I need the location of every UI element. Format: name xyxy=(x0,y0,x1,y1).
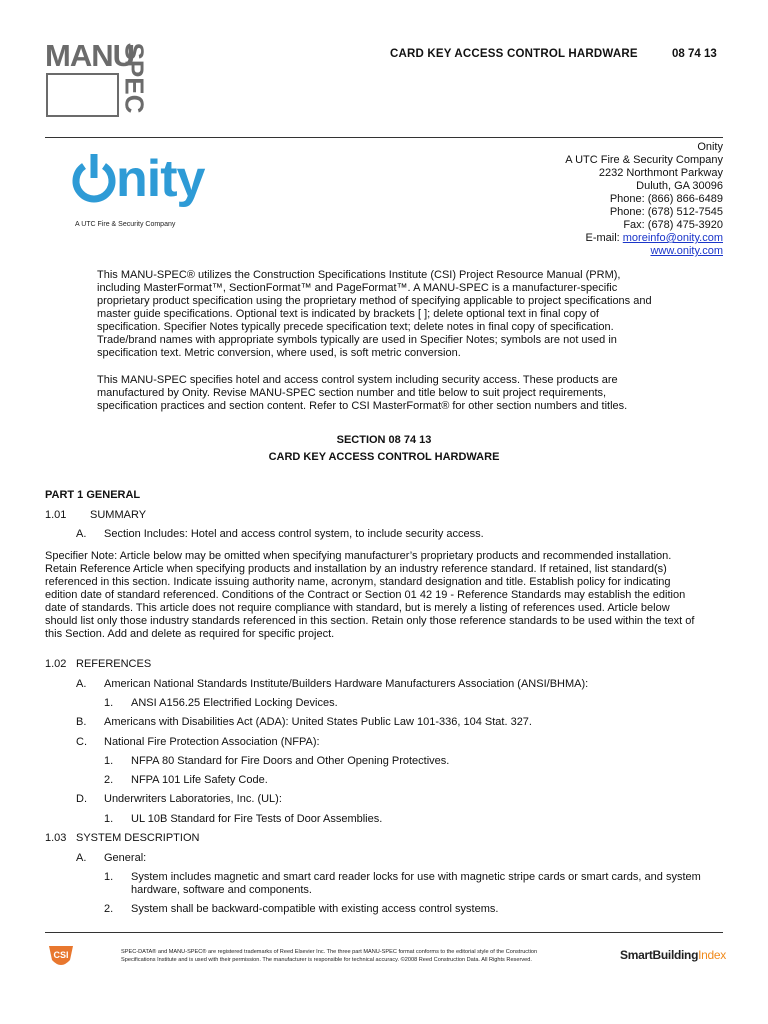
csi-logo-svg xyxy=(46,940,76,970)
paragraph-text: Underwriters Laboratories, Inc. (UL): xyxy=(104,793,282,805)
paragraph-letter: A. xyxy=(76,678,87,690)
intro-line: specification practices and section content. Refer to CSI MasterFormat® for other section numbers and titles. xyxy=(97,400,628,412)
logo-spec-text: SPEC xyxy=(119,42,150,114)
subparagraph-text: NFPA 101 Life Safety Code. xyxy=(131,774,268,786)
smartbuilding-text: SmartBuilding xyxy=(620,948,699,962)
intro-line: specification text. Metric conversion, where used, is soft metric conversion. xyxy=(97,347,461,359)
note-line: edition date of standard referenced. Conditions of the Contract or Section 01 42 19 - Reference Standards may establish the edition xyxy=(45,589,686,601)
intro-line: master guide specifications. Optional text is indicated by brackets [ ]; delete optional text in final copy of xyxy=(97,308,599,320)
intro-line: This MANU-SPEC® utilizes the Construction Specifications Institute (CSI) Project Resource Manual (PRM), xyxy=(97,269,621,281)
article-title: SYSTEM DESCRIPTION xyxy=(76,832,200,844)
section-number: SECTION 08 74 13 xyxy=(336,434,432,446)
article-number: 1.03 xyxy=(45,832,67,844)
svg-text:nity: nity xyxy=(116,150,205,208)
article-number: 1.01 xyxy=(45,509,67,521)
paragraph-letter: A. xyxy=(76,528,87,540)
contact-phone-2: Phone: (678) 512-7545 xyxy=(609,206,723,218)
subparagraph-number: 2. xyxy=(104,903,114,915)
intro-paragraph-2 xyxy=(97,374,675,413)
footer-line: SPEC-DATA® and MANU-SPEC® are registered trademarks of Reed Elsevier Inc. The three part MANU-SPEC format conforms to the editorial style of the Construction xyxy=(121,949,538,955)
note-line: date of standards. This article does not require compliance with standard, but is merely a listing of references used. Article below xyxy=(45,602,670,614)
contact-company: Onity xyxy=(697,141,723,153)
note-line: should list only those industry standards referenced in this section. Retain only those reference standards to be used within the text of xyxy=(45,615,695,627)
paragraph-text: National Fire Protection Association (NFPA): xyxy=(104,736,320,748)
manuspec-logo-spec xyxy=(118,40,152,116)
paragraph-letter: D. xyxy=(76,793,87,805)
paragraph-text: Americans with Disabilities Act (ADA): United States Public Law 101-336, 104 Stat. 327. xyxy=(104,716,532,728)
subparagraph-number: 2. xyxy=(104,774,114,786)
onity-tagline: A UTC Fire & Security Company xyxy=(75,221,176,228)
onity-logo xyxy=(70,146,250,223)
email-label: E-mail: xyxy=(585,232,623,244)
contact-street: 2232 Northmont Parkway xyxy=(598,167,723,179)
intro-paragraph-1 xyxy=(97,269,675,360)
subparagraph-text: System includes magnetic and smart card reader locks for use with magnetic stripe cards or smart cards, and system xyxy=(131,871,701,883)
header-section-number: 08 74 13 xyxy=(672,48,717,60)
subparagraph-number: 1. xyxy=(104,697,114,709)
contact-email-row xyxy=(483,232,723,245)
intro-line: This MANU-SPEC specifies hotel and access control system including security access. These products are xyxy=(97,374,618,386)
intro-line: proprietary product specification using the proprietary method of specifying applicable to project specifications and xyxy=(97,295,652,307)
header-title: CARD KEY ACCESS CONTROL HARDWARE xyxy=(390,48,638,60)
intro-line: including MasterFormat™, SectionFormat™ and PageFormat™. A MANU-SPEC is a manufacturer-specific xyxy=(97,282,618,294)
paragraph-letter: B. xyxy=(76,716,87,728)
subparagraph-number: 1. xyxy=(104,871,114,883)
part-heading: PART 1 GENERAL xyxy=(45,489,141,501)
subparagraph-text: System shall be backward-compatible with existing access control systems. xyxy=(131,903,499,915)
specifier-note xyxy=(45,550,725,641)
article-title: REFERENCES xyxy=(76,658,152,670)
website-link[interactable]: www.onity.com xyxy=(650,245,723,257)
manuspec-logo-manu: MANU xyxy=(45,38,134,73)
csi-logo-icon xyxy=(46,940,76,970)
intro-line: specification. Specifier Notes typically precede specification text; delete notes in final copy of specification. xyxy=(97,321,614,333)
section-title: CARD KEY ACCESS CONTROL HARDWARE xyxy=(268,451,500,463)
subparagraph-number: 1. xyxy=(104,813,114,825)
smartbuilding-index-text: Index xyxy=(698,948,726,962)
contact-fax: Fax: (678) 475-3920 xyxy=(623,219,723,231)
contact-parent: A UTC Fire & Security Company xyxy=(565,154,723,166)
subparagraph-text: UL 10B Standard for Fire Tests of Door Assemblies. xyxy=(131,813,383,825)
header-divider xyxy=(45,137,723,138)
email-link[interactable]: moreinfo@onity.com xyxy=(622,232,723,244)
note-line: referenced in this section. Indicate issuing authority name, acronym, standard designation and title. Establish policy for indicating xyxy=(45,576,671,588)
paragraph-text: Section Includes: Hotel and access control system, to include security access. xyxy=(104,528,484,540)
footer-line: Specifications Institute and is used with their permission. The manufacturer is responsible for technical accuracy. ©2008 Reed Construction Data. All Rights Reserved. xyxy=(121,957,532,963)
intro-line: manufactured by Onity. Revise MANU-SPEC section number and title below to suit project requirements, xyxy=(97,387,607,399)
contact-web-row xyxy=(483,245,723,258)
contact-block xyxy=(483,141,723,258)
note-line: Retain Reference Article when specifying products and installation by an industry reference standard. If retained, list standard(s) xyxy=(45,563,667,575)
onity-wordmark-svg xyxy=(70,146,250,210)
smartbuilding-index-logo xyxy=(620,949,726,962)
manuspec-logo-box xyxy=(46,73,119,117)
note-line: this Section. Add and delete as required for specific project. xyxy=(45,628,335,640)
subparagraph-text: ANSI A156.25 Electrified Locking Devices. xyxy=(131,697,338,709)
subparagraph-text-cont: hardware, software and components. xyxy=(131,884,312,896)
paragraph-text: American National Standards Institute/Builders Hardware Manufacturers Association (ANSI/BHMA): xyxy=(104,678,589,690)
footer-divider xyxy=(45,932,723,933)
article-number: 1.02 xyxy=(45,658,67,670)
contact-city: Duluth, GA 30096 xyxy=(636,180,723,192)
csi-logo-text: CSI xyxy=(53,950,69,960)
paragraph-text: General: xyxy=(104,852,147,864)
subparagraph-text: NFPA 80 Standard for Fire Doors and Other Opening Protectives. xyxy=(131,755,450,767)
contact-phone-1: Phone: (866) 866-6489 xyxy=(609,193,723,205)
subparagraph-number: 1. xyxy=(104,755,114,767)
intro-line: Trade/brand names with appropriate symbols typically are used in Specifier Notes; symbols are not used in xyxy=(97,334,617,346)
paragraph-letter: A. xyxy=(76,852,87,864)
article-title: SUMMARY xyxy=(90,509,147,521)
note-line: Specifier Note: Article below may be omitted when specifying manufacturer’s proprietary products and recommended installation. xyxy=(45,550,672,562)
footer-legal xyxy=(121,948,601,964)
paragraph-letter: C. xyxy=(76,736,87,748)
